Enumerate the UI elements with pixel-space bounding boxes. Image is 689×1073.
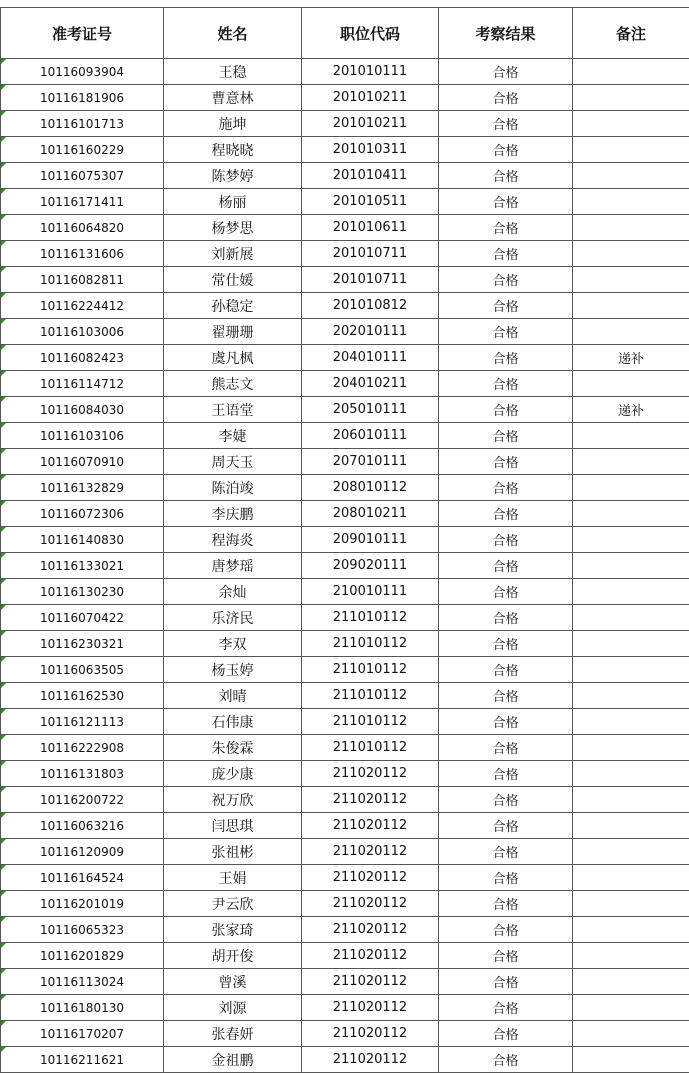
cell-position-code[interactable]: 201010511: [302, 189, 439, 215]
cell-name[interactable]: 程晓晓: [164, 137, 302, 163]
table-body: [1, 59, 689, 1073]
cell-result[interactable]: 合格: [439, 59, 573, 85]
cell-result[interactable]: 合格: [439, 449, 573, 475]
cell-position-code[interactable]: 211010112: [302, 605, 439, 631]
cell-result[interactable]: 合格: [439, 85, 573, 111]
cell-note[interactable]: [573, 891, 689, 917]
cell-result[interactable]: 合格: [439, 995, 573, 1021]
cell-name[interactable]: 余灿: [164, 579, 302, 605]
cell-position-code[interactable]: 205010111: [302, 397, 439, 423]
cell-exam-id[interactable]: 10116120909: [1, 839, 164, 865]
cell-result[interactable]: 合格: [439, 397, 573, 423]
cell-exam-id[interactable]: 10116211621: [1, 1047, 164, 1073]
cell-result[interactable]: 合格: [439, 163, 573, 189]
cell-exam-id[interactable]: 10116082423: [1, 345, 164, 371]
cell-note[interactable]: [573, 241, 689, 267]
cell-note[interactable]: [573, 85, 689, 111]
cell-name[interactable]: 刘源: [164, 995, 302, 1021]
cell-position-code[interactable]: 211020112: [302, 761, 439, 787]
cell-name[interactable]: 周天玉: [164, 449, 302, 475]
cell-note[interactable]: [573, 59, 689, 85]
cell-exam-id[interactable]: 10116101713: [1, 111, 164, 137]
cell-exam-id[interactable]: 10116063216: [1, 813, 164, 839]
cell-exam-id[interactable]: 10116181906: [1, 85, 164, 111]
cell-note[interactable]: [573, 449, 689, 475]
cell-name[interactable]: 刘晴: [164, 683, 302, 709]
cell-note[interactable]: [573, 527, 689, 553]
cell-position-code[interactable]: 207010111: [302, 449, 439, 475]
cell-note[interactable]: [573, 917, 689, 943]
cell-note[interactable]: 递补: [573, 397, 689, 423]
cell-exam-id[interactable]: 10116075307: [1, 163, 164, 189]
cell-position-code[interactable]: 201010812: [302, 293, 439, 319]
cell-exam-id[interactable]: 10116103106: [1, 423, 164, 449]
cell-result[interactable]: 合格: [439, 917, 573, 943]
cell-result[interactable]: 合格: [439, 345, 573, 371]
cell-result[interactable]: 合格: [439, 553, 573, 579]
cell-exam-id[interactable]: 10116230321: [1, 631, 164, 657]
cell-result[interactable]: 合格: [439, 267, 573, 293]
cell-position-code[interactable]: 201010211: [302, 85, 439, 111]
cell-name[interactable]: 庞少康: [164, 761, 302, 787]
table-row: [1, 163, 689, 189]
cell-result[interactable]: 合格: [439, 735, 573, 761]
cell-position-code[interactable]: 211010112: [302, 735, 439, 761]
cell-position-code[interactable]: 210010111: [302, 579, 439, 605]
cell-result[interactable]: 合格: [439, 1021, 573, 1047]
table-row: [1, 787, 689, 813]
cell-position-code[interactable]: 201010111: [302, 59, 439, 85]
cell-position-code[interactable]: 211020112: [302, 1021, 439, 1047]
cell-position-code[interactable]: 211020112: [302, 969, 439, 995]
cell-result[interactable]: 合格: [439, 891, 573, 917]
cell-result[interactable]: 合格: [439, 215, 573, 241]
cell-name[interactable]: 施坤: [164, 111, 302, 137]
header-name: 姓名: [164, 8, 302, 59]
cell-exam-id[interactable]: 10116070422: [1, 605, 164, 631]
cell-name[interactable]: 张春妍: [164, 1021, 302, 1047]
cell-note[interactable]: [573, 683, 689, 709]
cell-exam-id[interactable]: 10116093904: [1, 59, 164, 85]
table-header: [1, 8, 689, 59]
cell-name[interactable]: 朱俊霖: [164, 735, 302, 761]
table-row: [1, 553, 689, 579]
cell-note[interactable]: [573, 761, 689, 787]
cell-name[interactable]: 曾溪: [164, 969, 302, 995]
cell-result[interactable]: 合格: [439, 111, 573, 137]
cell-position-code[interactable]: 211020112: [302, 1047, 439, 1073]
table-row: [1, 371, 689, 397]
table-row: [1, 423, 689, 449]
cell-note[interactable]: [573, 995, 689, 1021]
cell-name[interactable]: 王语堂: [164, 397, 302, 423]
cell-exam-id[interactable]: 10116114712: [1, 371, 164, 397]
cell-result[interactable]: 合格: [439, 293, 573, 319]
table-row: [1, 865, 689, 891]
header-position-code: 职位代码: [302, 8, 439, 59]
cell-name[interactable]: 杨玉婷: [164, 657, 302, 683]
cell-result[interactable]: 合格: [439, 527, 573, 553]
cell-position-code[interactable]: 211020112: [302, 813, 439, 839]
cell-position-code[interactable]: 211020112: [302, 943, 439, 969]
cell-name[interactable]: 虞凡枫: [164, 345, 302, 371]
cell-note[interactable]: [573, 969, 689, 995]
cell-result[interactable]: 合格: [439, 1047, 573, 1073]
cell-exam-id[interactable]: 10116070910: [1, 449, 164, 475]
table-row: [1, 293, 689, 319]
table-row: [1, 995, 689, 1021]
cell-name[interactable]: 尹云欣: [164, 891, 302, 917]
cell-name[interactable]: 唐梦瑶: [164, 553, 302, 579]
table-row: [1, 449, 689, 475]
table-row: [1, 657, 689, 683]
header-exam-id: 准考证号: [1, 8, 164, 59]
cell-exam-id[interactable]: 10116160229: [1, 137, 164, 163]
cell-name[interactable]: 杨丽: [164, 189, 302, 215]
table-row: [1, 761, 689, 787]
cell-position-code[interactable]: 204010211: [302, 371, 439, 397]
table-row: [1, 1047, 689, 1073]
table-row: [1, 137, 689, 163]
cell-note[interactable]: [573, 943, 689, 969]
table-row: [1, 605, 689, 631]
table-row: [1, 969, 689, 995]
cell-position-code[interactable]: 211020112: [302, 787, 439, 813]
table-row: [1, 85, 689, 111]
table-row: [1, 241, 689, 267]
cell-position-code[interactable]: 211010112: [302, 709, 439, 735]
table-row: [1, 501, 689, 527]
header-row: [1, 8, 689, 59]
cell-result[interactable]: 合格: [439, 813, 573, 839]
cell-position-code[interactable]: 201010711: [302, 241, 439, 267]
cell-exam-id[interactable]: 10116082811: [1, 267, 164, 293]
cell-position-code[interactable]: 211010112: [302, 657, 439, 683]
cell-exam-id[interactable]: 10116133021: [1, 553, 164, 579]
cell-exam-id[interactable]: 10116130230: [1, 579, 164, 605]
table-row: [1, 59, 689, 85]
cell-result[interactable]: 合格: [439, 137, 573, 163]
cell-result[interactable]: 合格: [439, 319, 573, 345]
cell-note[interactable]: [573, 605, 689, 631]
cell-note[interactable]: [573, 501, 689, 527]
cell-exam-id[interactable]: 10116140830: [1, 527, 164, 553]
cell-position-code[interactable]: 211020112: [302, 865, 439, 891]
table-row: [1, 267, 689, 293]
cell-name[interactable]: 金祖鹏: [164, 1047, 302, 1073]
cell-position-code[interactable]: 202010111: [302, 319, 439, 345]
cell-position-code[interactable]: 208010112: [302, 475, 439, 501]
cell-result[interactable]: 合格: [439, 501, 573, 527]
cell-name[interactable]: 曹意林: [164, 85, 302, 111]
cell-note[interactable]: 递补: [573, 345, 689, 371]
cell-name[interactable]: 祝万欣: [164, 787, 302, 813]
cell-note[interactable]: [573, 1021, 689, 1047]
cell-note[interactable]: [573, 319, 689, 345]
cell-position-code[interactable]: 204010111: [302, 345, 439, 371]
cell-note[interactable]: [573, 787, 689, 813]
cell-note[interactable]: [573, 423, 689, 449]
cell-name[interactable]: 刘新展: [164, 241, 302, 267]
cell-note[interactable]: [573, 813, 689, 839]
cell-result[interactable]: 合格: [439, 943, 573, 969]
table-row: [1, 813, 689, 839]
cell-position-code[interactable]: 208010211: [302, 501, 439, 527]
cell-result[interactable]: 合格: [439, 709, 573, 735]
cell-note[interactable]: [573, 657, 689, 683]
cell-exam-id[interactable]: 10116131606: [1, 241, 164, 267]
cell-result[interactable]: 合格: [439, 761, 573, 787]
cell-exam-id[interactable]: 10116065323: [1, 917, 164, 943]
cell-name[interactable]: 孙稳定: [164, 293, 302, 319]
cell-result[interactable]: 合格: [439, 241, 573, 267]
cell-exam-id[interactable]: 10116200722: [1, 787, 164, 813]
cell-position-code[interactable]: 211020112: [302, 995, 439, 1021]
cell-result[interactable]: 合格: [439, 969, 573, 995]
cell-note[interactable]: [573, 267, 689, 293]
cell-name[interactable]: 张家琦: [164, 917, 302, 943]
table-row: [1, 735, 689, 761]
cell-note[interactable]: [573, 111, 689, 137]
cell-exam-id[interactable]: 10116201019: [1, 891, 164, 917]
cell-result[interactable]: 合格: [439, 475, 573, 501]
cell-position-code[interactable]: 201010611: [302, 215, 439, 241]
cell-exam-id[interactable]: 10116063505: [1, 657, 164, 683]
cell-exam-id[interactable]: 10116162530: [1, 683, 164, 709]
table-row: [1, 475, 689, 501]
cell-position-code[interactable]: 201010211: [302, 111, 439, 137]
cell-position-code[interactable]: 209020111: [302, 553, 439, 579]
cell-name[interactable]: 李婕: [164, 423, 302, 449]
table-row: [1, 319, 689, 345]
cell-note[interactable]: [573, 189, 689, 215]
cell-exam-id[interactable]: 10116180130: [1, 995, 164, 1021]
cell-exam-id[interactable]: 10116103006: [1, 319, 164, 345]
cell-position-code[interactable]: 201010711: [302, 267, 439, 293]
cell-exam-id[interactable]: 10116170207: [1, 1021, 164, 1047]
cell-exam-id[interactable]: 10116113024: [1, 969, 164, 995]
cell-note[interactable]: [573, 865, 689, 891]
cell-name[interactable]: 常仕媛: [164, 267, 302, 293]
cell-result[interactable]: 合格: [439, 839, 573, 865]
cell-note[interactable]: [573, 475, 689, 501]
cell-note[interactable]: [573, 293, 689, 319]
cell-result[interactable]: 合格: [439, 787, 573, 813]
cell-name[interactable]: 石伟康: [164, 709, 302, 735]
cell-name[interactable]: 熊志文: [164, 371, 302, 397]
cell-exam-id[interactable]: 10116121113: [1, 709, 164, 735]
cell-exam-id[interactable]: 10116131803: [1, 761, 164, 787]
table-row: [1, 111, 689, 137]
cell-result[interactable]: 合格: [439, 605, 573, 631]
cell-note[interactable]: [573, 839, 689, 865]
cell-position-code[interactable]: 211010112: [302, 631, 439, 657]
cell-exam-id[interactable]: 10116132829: [1, 475, 164, 501]
cell-note[interactable]: [573, 215, 689, 241]
table-row: [1, 527, 689, 553]
cell-position-code[interactable]: 201010411: [302, 163, 439, 189]
table-row: [1, 839, 689, 865]
cell-result[interactable]: 合格: [439, 371, 573, 397]
table-row: [1, 709, 689, 735]
cell-result[interactable]: 合格: [439, 865, 573, 891]
cell-exam-id[interactable]: 10116164524: [1, 865, 164, 891]
header-note: 备注: [573, 8, 689, 59]
cell-name[interactable]: 陈梦婷: [164, 163, 302, 189]
cell-name[interactable]: 陈泊竣: [164, 475, 302, 501]
cell-note[interactable]: [573, 1047, 689, 1073]
cell-note[interactable]: [573, 371, 689, 397]
cell-note[interactable]: [573, 579, 689, 605]
cell-result[interactable]: 合格: [439, 423, 573, 449]
cell-name[interactable]: 胡开俊: [164, 943, 302, 969]
cell-name[interactable]: 王娟: [164, 865, 302, 891]
table-row: [1, 683, 689, 709]
cell-result[interactable]: 合格: [439, 579, 573, 605]
cell-exam-id[interactable]: 10116171411: [1, 189, 164, 215]
cell-position-code[interactable]: 211020112: [302, 839, 439, 865]
cell-exam-id[interactable]: 10116201829: [1, 943, 164, 969]
cell-name[interactable]: 闫思琪: [164, 813, 302, 839]
cell-note[interactable]: [573, 137, 689, 163]
header-result: 考察结果: [439, 8, 573, 59]
cell-result[interactable]: 合格: [439, 189, 573, 215]
cell-position-code[interactable]: 209010111: [302, 527, 439, 553]
cell-result[interactable]: 合格: [439, 657, 573, 683]
cell-result[interactable]: 合格: [439, 631, 573, 657]
table-row: [1, 579, 689, 605]
cell-name[interactable]: 杨梦思: [164, 215, 302, 241]
cell-name[interactable]: 程海炎: [164, 527, 302, 553]
cell-name[interactable]: 翟珊珊: [164, 319, 302, 345]
table-row: [1, 1021, 689, 1047]
table-row: [1, 215, 689, 241]
results-table: [0, 7, 689, 1073]
table-row: [1, 917, 689, 943]
table-row: [1, 397, 689, 423]
cell-exam-id[interactable]: 10116064820: [1, 215, 164, 241]
cell-name[interactable]: 张祖彬: [164, 839, 302, 865]
cell-position-code[interactable]: 211010112: [302, 683, 439, 709]
cell-exam-id[interactable]: 10116224412: [1, 293, 164, 319]
cell-exam-id[interactable]: 10116222908: [1, 735, 164, 761]
table-row: [1, 189, 689, 215]
table-row: [1, 891, 689, 917]
cell-note[interactable]: [573, 631, 689, 657]
cell-position-code[interactable]: 211020112: [302, 891, 439, 917]
cell-name[interactable]: 乐济民: [164, 605, 302, 631]
cell-exam-id[interactable]: 10116084030: [1, 397, 164, 423]
cell-note[interactable]: [573, 735, 689, 761]
cell-position-code[interactable]: 211020112: [302, 917, 439, 943]
cell-note[interactable]: [573, 553, 689, 579]
cell-name[interactable]: 李庆鹏: [164, 501, 302, 527]
cell-exam-id[interactable]: 10116072306: [1, 501, 164, 527]
cell-name[interactable]: 李双: [164, 631, 302, 657]
cell-position-code[interactable]: 201010311: [302, 137, 439, 163]
cell-position-code[interactable]: 206010111: [302, 423, 439, 449]
cell-name[interactable]: 王稳: [164, 59, 302, 85]
cell-note[interactable]: [573, 163, 689, 189]
cell-result[interactable]: 合格: [439, 683, 573, 709]
table-row: [1, 631, 689, 657]
table-row: [1, 345, 689, 371]
cell-note[interactable]: [573, 709, 689, 735]
table-row: [1, 943, 689, 969]
